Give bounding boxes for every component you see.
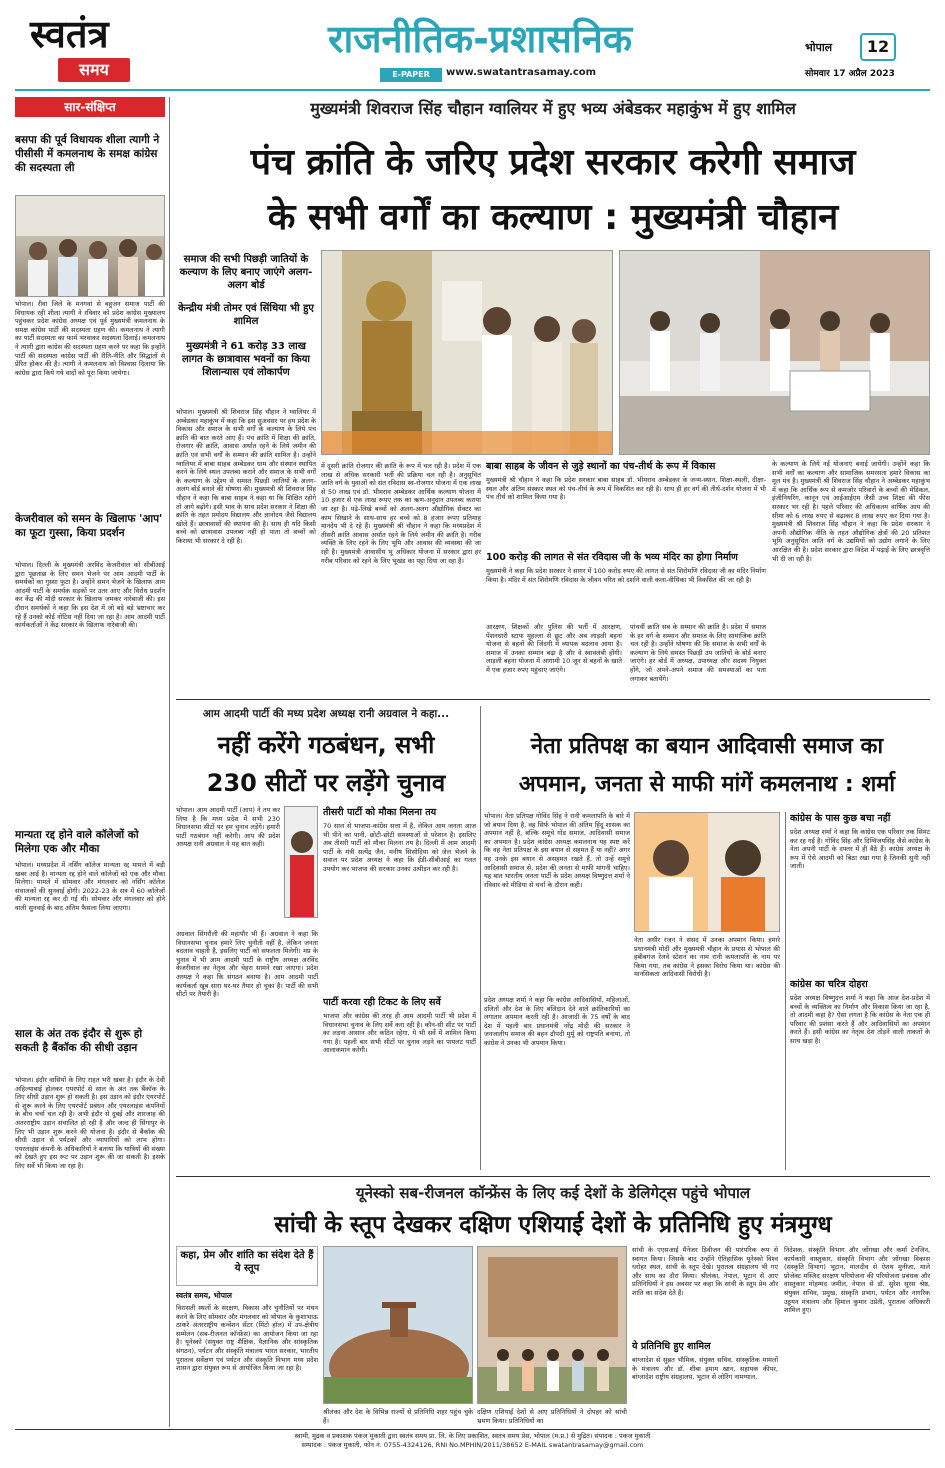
sanchi-body-4: निदेशक, संस्कृति विभाग और जोंगखा और कर्मा टेनजिन, कार्यकारी वास्तुकार, संस्कृति विभाग और जोंगखा विकास (संस्कृति विभाग) भूटान, मालदीव से ऐशथ मुनीजा, माले प्रोजेक्ट मस्जिद संरक्षण परियोजना की परियोजना प्रबंधक और वास्तुकार मोहम्मद जमील, नेपाल से डॉ. सुरेश सूरस श्रेष्ठ, संयुक्त सचिव, प्रमुख, संस्कृति प्रभाग, पर्यटन और नागरिक उड्डयन मंत्रालय और हिमाल कुमार उप्रेती, पुरातत्व अधिकारी शामिल हुए। xyxy=(784,1246,930,1315)
aap-photo xyxy=(284,806,318,918)
stupa-photo-icon xyxy=(324,1247,473,1404)
aap-subtitle-1: तीसरी पार्टी को मौका मिलना तय xyxy=(323,807,437,818)
epaper-badge: E-PAPER xyxy=(380,68,442,82)
sanchi-body-1: विरासती स्थलों के संरक्षण, विकास और चुनौतियों पर मंथन करने के लिए सोमवार और मंगलवार को भोपाल के कुशाभाऊ ठाकरे अंतरराष्ट्रीय कन्वेंशन सेंटर (मिंटो हॉल) में उप-क्षेत्रीय सम्मेलन (सब-रीजनल कॉन्फ्रेंस) का आयोजन किया जा रहा है। यूनेस्को (संयुक्त राष्ट्र शैक्षिक, वैज्ञानिक और सांस्कृतिक संगठन), पर्यटन और संस्कृति मंत्रालय भारत सरकार, भारतीय पुरातत्व सर्वेक्षण एवं पर्यटन और संस्कृति विभाग मध्य प्रदेश शासन द्वारा संयुक्त रूप से आयोजित किया जा रहा है। xyxy=(176,1304,318,1373)
sanchi-body-2: सांची के एएसआई मैनेजर डिवीजन की पारंपरिक रूप से स्वागत किया। जिसके बाद उन्होंने ऐतिहासिक यूनेस्को विश्व धरोहर स्थल, सांची के स्तूप देखे। पुरातत्व संग्रहालय भी गए और साथ का दौरा किया। श्रीलंका, नेपाल, भूटान से आए प्रतिनिधियों ने इस अवसर पर कहा कि सांची के स्तूप प्रेम और शांति का संदेश देते हैं। xyxy=(632,1246,778,1297)
lead-photo-statue xyxy=(321,250,613,455)
footer-line-1: स्वामी, मुद्रक व प्रकाशक पंकज मुकाती द्वारा स्वतंत्र समय प्रा. लि. के लिए प्रकाशित, स्वतंत्र समय प्रेस, भोपाल (म.प्र.) से मुद्रित। संपादक : पंकज मुकाती xyxy=(294,1432,651,1440)
summary-1-body: भोपाल। रीवा जिले के मनगवां से बहुजन समाज पार्टी की विधायक रही शीला त्यागी ने रविवार को प्रदेश कांग्रेस मुख्यालय पहुंचकर प्रदेश कांग्रेस अध्यक्ष एवं पूर्व मुख्यमंत्री कमलनाथ के समक्ष कांग्रेस पार्टी की सदस्यता ग्रहण की। कमलनाथ ने त्यागी का पार्टी सदस्यता का फार्म भरवाकर सदस्यता दिलाई। कमलनाथ ने त्यागी द्वारा कांग्रेस की सदस्यता ग्रहण करने पर कहा कि इन्होंने पार्टी की सदस्यता कांग्रेस पार्टी की रीति-नीति और सिद्धांतों से प्रेरित होकर की है। त्यागी ने कमलनाथ को विश्वास दिलाया कि कांग्रेस द्वारा किये गये वादों को पूरा किया जायेगा। xyxy=(15,300,165,377)
sanchi-photo-group xyxy=(477,1246,627,1404)
sanchi-subtitle: ये प्रतिनिधि हुए शामिल xyxy=(632,1341,711,1352)
nath-bottom-rule xyxy=(176,1176,930,1177)
lead-mid-title: बाबा साहब के जीवन से जुड़े स्थानों का पंच-तीर्थ के रूप में विकास xyxy=(486,461,716,472)
lead-headline-line1: पंच क्रांति के जरिए प्रदेश सरकार करेगी समाज xyxy=(250,142,856,183)
two-portraits-icon xyxy=(635,813,780,932)
column-divider xyxy=(169,97,170,1427)
summary-3-title: मान्यता रद्द होने वाले कॉलेजों को मिलेगा एक और मौका xyxy=(15,829,139,855)
sanchi-caption-1: श्रीलंका और देश के विभिन्न राज्यों से प्रतिनिधि शहर पहुंच चुके हैं। xyxy=(323,1408,473,1425)
sanchi-caption-2: दक्षिण एशियाई देशों से आए प्रतिनिधियों ने दोपहर को सांची भ्रमण किया। प्रतिनिधियों का xyxy=(477,1408,627,1425)
nath-body-2: नेता अधीर रंजन ने संसद में उनका अपमान किया। हमारे प्रधानमंत्री मोदी और मुख्यमंत्री चौहान के प्रयास से भोपाल की हबीबगंज रेलवे स्टेशन का नाम रानी कमलापति के नाम पर किया गया, तब कांग्रेस ने इसका विरोध किया था। कांग्रेस की मानसिकता आदिवासी विरोधी है। xyxy=(634,936,780,979)
lead-body-4: पांचवीं क्रांति सब के सम्मान की क्रांति है। प्रदेश में समाज के हर वर्ग के सम्मान और समाज के लिए सामाजिक क्रांति चल रही है। उन्होंने घोषणा की कि समाज के सभी वर्गों के कल्याण के लिये समस्त पिछड़ी उप जातियों के बोर्ड बनाए जाएंगे। हर बोर्ड में अध्यक्ष, उपाध्यक्ष और सदस्य नियुक्त होंगे, जो अपने-अपने समाज की समस्याओं का पता लगाकर बतायेंगे। xyxy=(630,623,766,683)
website-link[interactable]: www.swatantrasamay.com xyxy=(446,67,597,78)
sanchi-photo-stupa xyxy=(323,1246,473,1404)
sanchi-quote-title: कहा, प्रेम और शांति का संदेश देते हैं ये स्तूप xyxy=(180,1250,314,1274)
aap-headline-line1: नहीं करेंगे गठबंधन, सभी xyxy=(217,731,435,759)
aap-body-2: अग्रवाल सिंगरौली की महापौर भी हैं। अग्रवाल ने कहा कि विधानसभा चुनाव हमारे लिए चुनौती नहीं है, लेकिन जनता बदलाव चाहती है, इसलिए पार्टी को सफलता मिलेगी। मप्र के चुनाव में भी आम आदमी पार्टी के राष्ट्रीय अध्यक्ष अरविंद केजरीवाल का नेतृत्व और चेहरा सामने रखा जाएगा। प्रदेश अध्यक्ष ने कहा कि संगठन बनाया है। आम आदमी पार्टी कार्यकर्ता खूब सारा घर-घर तैयार हो चुका है। पार्टी की सभी सीटों पर तैयारी है। xyxy=(176,930,318,999)
page-number: 12 xyxy=(860,33,896,61)
nath-side-body-1: प्रदेश अध्यक्ष शर्मा ने कहा कि कांग्रेस एक परिवार तक सिमट कर रह गई है। गोविंद सिंह और दिग्विजयसिंह जैसे कांग्रेस के नेता अपनी पार्टी के दफ्तर में ही बैठे हैं। कांग्रेस अध्यक्ष के रूप में ऐसे आदमी को बिठा रखा गया है जिनकी सुनी नहीं जाती। xyxy=(790,828,930,871)
nath-divider xyxy=(785,812,786,1170)
edition-city: भोपाल xyxy=(805,41,833,54)
sanchi-byline: स्वतंत्र समय, भोपाल xyxy=(176,1291,232,1300)
summary-header: सार-संक्षिप्त xyxy=(15,97,165,117)
summary-2-body: भोपाल। दिल्ली के मुख्यमंत्री अरविंद केजरीवाल को सीबीआई द्वारा पूछताछ के लिए समन भेजने पर आम आदमी पार्टी के समर्थकों का गुस्सा फूटा है। उन्होंने समन भेजने के खिलाफ आम आदमी पार्टी के समर्थक सड़कों पर उतर आए और विरोध प्रदर्शन कर केंद्र की मोदी सरकार के खिलाफ जमकर नारेबाजी की। इस दौरान समर्थकों ने कहा कि इस देश में जो बड़े बड़े भ्रष्टाचार कर रहे हैं उनको कोई नोटिस नहीं दिया जा रहा है। आम आदमी पार्टी कार्यकर्ताओं ने केंद्र सरकार के खिलाफ नारेबाजी की। xyxy=(15,561,165,630)
statue-photo-icon xyxy=(322,251,613,455)
sanchi-headline: सांची के स्तूप देखकर दक्षिण एशियाई देशों के प्रतिनिधि हुए मंत्रमुग्ध xyxy=(274,1212,832,1238)
nath-headline-line1: नेता प्रतिपक्ष का बयान आदिवासी समाज का xyxy=(530,734,884,759)
lead-bottom-rule xyxy=(176,699,930,700)
sanchi-body-3: बांग्लादेश से सुब्रत भौमिक, संयुक्त सचिव, सांस्कृतिक मामलों के मंत्रालय और डॉ. शीबा इमाम खान, सहायक कीपर, बांग्लादेश राष्ट्रीय संग्रहालय, भूटान से लोरिंग नामग्याल, xyxy=(632,1356,778,1382)
aap-headline-line2: 230 सीटों पर लड़ेंगे चुनाव xyxy=(206,769,446,797)
people-photo-icon xyxy=(16,196,165,297)
summary-1-title: बसपा की पूर्व विधायक शीला त्यागी ने पीसीसी में कमलनाथ के समक्ष कांग्रेस की सदस्यता ली xyxy=(15,134,160,174)
lead-headline-line2: के सभी वर्गों का कल्याण : मुख्यमंत्री चौहान xyxy=(267,197,839,238)
footer-line-2: सम्पादक : पंकज मुकाती, फोन नं. 0755-4324126, RNI No.MPHIN/2011/38652 E-MAIL swatantrasamay@gmail.com xyxy=(301,1441,644,1449)
portrait-icon xyxy=(285,807,318,918)
summary-4-title: साल के अंत तक इंदौर से शुरू हो सकती है बैंकॉक की सीधी उड़ान xyxy=(15,1028,143,1054)
nath-photo xyxy=(634,812,780,932)
nath-headline-line2: अपमान, जनता से माफी मांगें कमलनाथ : शर्मा xyxy=(518,772,896,797)
lead-photo-stage xyxy=(619,250,930,455)
aap-body-4: भाजपा और कांग्रेस की तरह ही आम आदमी पार्टी भी प्रदेश में विधानसभा चुनाव के लिए सर्वे करा रही है। कौन-सी सीट पर पार्टी का लड़ना आसान और कठिन रहेगा, ये भी सर्वे में शामिल किया गया है। पहली बार सभी सीटों पर चुनाव लड़ने का पायलट पार्टी आलाकमान करेगी। xyxy=(323,1012,476,1055)
logo-text-bottom: समय xyxy=(58,58,130,82)
summary-4-body: भोपाल। इंदौर वासियों के लिए राहत भरी खबर है। इंदौर के देवी अहिल्याबाई होलकर एयरपोर्ट से साल के अंत तक बैंकॉक के लिए सीधी उड़ान शुरू हो सकती है। इस उड़ान को इंदौर एयरपोर्ट से शुरू करने के लिए एयरपोर्ट प्रबंधन और एयरलाइंस कंपनियों के बीच चर्चा चल रही है। अभी इंदौर से दुबई और शारजाह की अंतरराष्ट्रीय उड़ान संचालित हो रही है और जल्द ही सिंगापुर के लिए भी उड़ान शुरू करने की योजना है। इंदौर से बैंकॉक की सीधी उड़ान से पर्यटकों और व्यापारियों को लाभ होगा। एयरलाइंस कंपनी के अधिकारियों ने बताया कि यात्रियों की संख्या को देखते हुए इस रूट पर उड़ान शुरू की जा सकती है। इसके लिए सर्वे भी किया जा रहा है। xyxy=(15,1076,165,1170)
summary-1-photo xyxy=(15,195,165,297)
lead-body-5: के कल्याण के लिये नई योजनाएं बनाई जायेंगी। उन्होंने कहा कि सभी वर्गों का कल्याण और सामाजिक समरसता हमारे विकास का मूल मंत्र है। मुख्यमंत्री श्री शिवराज सिंह चौहान ने अम्बेडकर महाकुंभ में कहा कि आर्थिक रूप से कमजोर परिवारों के बच्चों की मेडिकल, इंजीनियरिंग, कानून एवं आईआईएम जैसी उच्च शिक्षा की फीस सरकार भर रही है। पहले परिवार की अधिकतम वार्षिक आय की सीमा को 6 लाख रुपए से बढ़ाकर 8 लाख रुपए कर दिया गया है। मुख्यमंत्री श्री शिवराज सिंह चौहान ने कहा कि प्रदेश सरकार ने अपनी औद्योगिक नीति के तहत औद्योगिक क्षेत्रों की 20 प्रतिशत भूमि अनुसूचित जाति वर्ग के उद्यमियों को उद्योग लगाने के लिए आरक्षित की है। प्रदेश सरकार द्वारा विदेश में पढ़ाई के लिए छात्रवृत्ति भी दी जा रही है। xyxy=(772,460,930,563)
nath-side-title-1: कांग्रेस के पास कुछ बचा नहीं xyxy=(790,813,891,824)
masthead-rule xyxy=(15,89,930,91)
nath-body-3: प्रदेश अध्यक्ष शर्मा ने कहा कि कांग्रेस आदिवासियों, महिलाओं, दलितों और देश के लिए बलिदान देने वाले क्रांतिकारियों का लगातार अपमान करती रही है। आजादी के 75 वर्षों के बाद देश में पहली बार प्रधानमंत्री नरेंद्र मोदी की सरकार ने जनजातीय समाज की बहन द्रौपदी मुर्मू को राष्ट्रपति बनाया, तो कांग्रेस ने उनका भी अपमान किया। xyxy=(484,996,630,1047)
aap-body-1: भोपाल। आम आदमी पार्टी (आप) ने तय कर लिया है कि मध्य प्रदेश में सभी 230 विधानसभा सीटों पर हम चुनाव लड़ेंगे। हमारी पार्टी गठबंधन नहीं करेगी। आप की प्रदेश अध्यक्ष रानी अग्रवाल ने यह बात कही। xyxy=(176,806,280,849)
section-title: राजनीतिक-प्रशासनिक xyxy=(327,17,633,61)
summary-3-body: भोपाल। मध्यप्रदेश में नर्सिंग कॉलेज मान्यता रद्द मामले में बड़ी खबर आई है। मान्यता रद्द होने वाले कॉलेजों को एक और मौका मिलेगा। मामले में सोमवार और मंगलवार को नर्सिंग कॉलेज संचालकों की सुनवाई होगी। 2022-23 के सत्र में 60 कॉलेजों की मान्यता रद्द कर दी गई थी। सोमवार और मंगलवार को होने वाली सुनवाई के बाद अंतिम फैसला लिया जाएगा। xyxy=(15,861,165,912)
logo-text-top: स्वतंत्र xyxy=(30,11,109,56)
lead-sub-3: मुख्यमंत्री ने 61 करोड़ 33 लाख लागत के छात्रावास भवनों का किया शिलान्यास एवं लोकार्पण xyxy=(181,341,311,378)
aap-body-3: 70 साल से भाजपा-कांग्रेस सत्ता में है, लेकिन आम जनता आज भी पीने का पानी, छोटी-छोटी समस्याओं से परेशान है। इसलिए अब तीसरी पार्टी को मौका मिलना तय है। दिल्ली में आम आदमी पार्टी के मंत्री सत्येंद्र जैन, मनीष सिसोदिया को जेल भेजने के सवाल पर प्रदेश अध्यक्ष ने कहा कि ईडी-सीबीआई का गलत उपयोग कर भाजपा की सरकार उनका उत्पीड़न कर रही है। xyxy=(323,822,476,873)
sanchi-quote-box xyxy=(176,1246,318,1286)
lead-mid-title-2: 100 करोड़ की लागत से संत रविदास जी के भव्य मंदिर का होगा निर्माण xyxy=(486,552,738,563)
stage-photo-icon xyxy=(620,251,930,455)
lead-body-3: आरक्षण, शिक्षकों और पुलिस की भर्ती में आरक्षण, पेंशनधारी स्टाफ मुहल्ला से छूट और अब लाड़ली बहना योजना से बहनों की जिंदगी में व्यापक बदलाव आया है। समाज में उनका सम्मान बढ़ा है और वे स्वावलंबी होंगी। लाड़ली बहना योजना में आगामी 10 जून से बहनों के खाते में एक हजार रुपए पहुंचाए जाएंगे। xyxy=(486,623,622,674)
lead-body-2: में दूसरी क्रांति रोजगार की क्रांति के रूप में चल रही है। प्रदेश में एक लाख से अधिक सरकारी भर्ती की प्रक्रिया चल रही है। अनुसूचित जाति वर्ग के युवाओं को संत रविदास स्व-रोजगार योजना में एक लाख से 50 लाख एवं डॉ. भीमराव अम्बेडकर आर्थिक कल्याण योजना में 10 हजार से एक लाख रूपए तक का ऋण-अनुदान उपलब्ध कराया जा रहा है। पढ़े-लिखे बच्चों को अलग-अलग औद्योगिक सेक्टर का काम सिखाने के साथ-साथ हर बच्चे को 8 हजार रूपए प्रतिमाह मानदेय भी दे रहे हैं। मुख्यमंत्री श्री चौहान ने कहा कि मध्यप्रदेश में तीसरी क्रांति आवास अर्थात रहने के लिये जमीन की क्रांति है। गरीब व्यक्ति के लिए रहने के लिए भूमि और आवास की व्यवस्था की जा रही है। मुख्यमंत्री आवासीय भू अधिकार योजना में सरकार द्वारा हर गरीब परिवार को रहने के लिए भूखंड का पट्टा दिया जा रहा है। xyxy=(321,462,481,565)
lead-kicker: मुख्यमंत्री शिवराज सिंह चौहान ग्वालियर में हुए भव्य अंबेडकर महाकुंभ में हुए शामिल xyxy=(310,99,796,118)
lead-sub-2: केन्द्रीय मंत्री तोमर एवं सिंधिया भी हुए शामिल xyxy=(178,303,314,327)
lead-sub-1: समाज की सभी पिछड़ी जातियों के कल्याण के लिए बनाए जाएंगे अलग-अलग बोर्ड xyxy=(179,254,313,291)
lead-mid-body: मुख्यमंत्री श्री चौहान ने कहा कि प्रदेश सरकार बाबा साहब डॉ. भीमराव अम्बेडकर के जन्म-स्थान, शिक्षा-स्थली, दीक्षा-स्थल और अंतिम संस्कार स्थल को पंच-तीर्थ के रूप में विकसित कर रही है। साथ ही हर वर्ग की तीर्थ-दर्शन योजना में भी पंच तीर्थ को शामिल किया गया है। xyxy=(486,476,766,502)
group-photo-icon xyxy=(478,1247,627,1404)
summary-2-title: केजरीवाल को समन के खिलाफ 'आप' का फूटा गुस्सा, किया प्रदर्शन xyxy=(15,513,163,539)
aap-subtitle-2: पार्टी करवा रही टिकट के लिए सर्वे xyxy=(323,997,441,1008)
edition-date: सोमवार 17 अप्रैल 2023 xyxy=(805,69,895,79)
lead-body-1: भोपाल। मुख्यमंत्री श्री शिवराज सिंह चौहान ने ग्वालियर में अम्बेडकर महाकुंभ में कहा कि इस सुअवसर पर हम प्रदेश के विकास और समाज के सभी वर्गों के कल्याण के लिये पंच क्रांति की बात करते आए हैं। पंच क्रांति में शिक्षा की क्रांति, रोजगार की क्रांति, आवास अर्थात रहने के लिये जमीन की क्रांति एवं सभी वर्गों के सम्मान की क्रांति शामिल है। उन्होंने ग्वालियर में बाबा साहब अम्बेडकर धाम और संस्थान स्थापित करने के लिये स्थल उपलब्ध कराने और समाज के सभी वर्गों के कल्याण के उद्देश्य से समस्त पिछड़ी जातियों के अलग-अलग बोर्ड बनाने की घोषणा की। मुख्यमंत्री श्री शिवराज सिंह चौहान ने कहा कि बाबा साहब ने कहा था कि शिक्षित रहोगे तो आगे बढ़ोगे। इसी भाव के साथ प्रदेश सरकार ने शिक्षा की क्रांति के तहत प्रमोदय विद्यालय और ज्ञानोदय जैसे विद्यालय खोले हैं। छात्रावासों की स्थापना की है। साथ ही यदि किसी बच्चे को छात्रावास उपलब्ध नहीं हो पाता तो बच्चों को किराया भी सरकार दे रही है। xyxy=(176,408,316,545)
nath-side-title-2: कांग्रेस का चरित्र दोहरा xyxy=(790,979,868,990)
lead-mid-body-2: मुख्यमंत्री ने कहा कि प्रदेश सरकार ने सागर में 100 करोड़ रुपए की लागत से संत शिरोमणि रविदास जी का मंदिर निर्माण किया है। मंदिर में संत शिरोमणि रविदास के जीवन चरित को दर्शाने वाली कला-वीथिका भी विकसित की जा रही है। xyxy=(486,567,766,584)
aap-divider xyxy=(480,706,481,1170)
sanchi-kicker: यूनेस्को सब-रीजनल कॉन्फ्रेंस के लिए कई देशों के डेलिगेट्स पहुंचे भोपाल xyxy=(355,1184,751,1202)
nath-side-body-2: प्रदेश अध्यक्ष विष्णुदत्त शर्मा ने कहा कि आज देश-प्रदेश में बच्चों के व्यक्तित्व का निर्माण और विकास किया जा रहा है, तो आदमी कहां है? ऐसा लगता है कि कांग्रेस के नेता एक ही परिवार की प्रशंसा करते हैं और आदिवासियों का अपमान करते हैं। इसी कांग्रेस का नेतृत्व देश तोड़ने वाली ताकतों के साथ खड़ा है। xyxy=(790,994,930,1045)
nath-body-1: भोपाल। नेता प्रतिपक्ष गोविंद सिंह ने रानी कमलापति के बारे में जो बयान दिया है, वह सिर्फ भोपाल की अंतिम हिंदू शासक का अपमान नहीं है, बल्कि समूचे गोंड समाज, आदिवासी समाज का अपमान है। प्रदेश कांग्रेस अध्यक्ष कमलनाथ यह स्पष्ट करें कि वह नेता प्रतिपक्ष के इस बयान से सहमत हैं या नहीं? अगर वह उनके इस बयान से असहमत रखते हैं, तो उन्हें समूचे आदिवासी समाज से, प्रदेश की जनता से माफी मांगनी चाहिए। यह बात भारतीय जनता पार्टी के प्रदेश अध्यक्ष विष्णुदत्त शर्मा ने रविवार को मीडिया से चर्चा के दौरान कही। xyxy=(484,812,630,889)
footer-rule xyxy=(15,1429,930,1430)
footer-imprint xyxy=(15,1432,930,1450)
aap-kicker: आम आदमी पार्टी की मध्य प्रदेश अध्यक्ष रानी अग्रवाल ने कहा... xyxy=(202,708,450,720)
